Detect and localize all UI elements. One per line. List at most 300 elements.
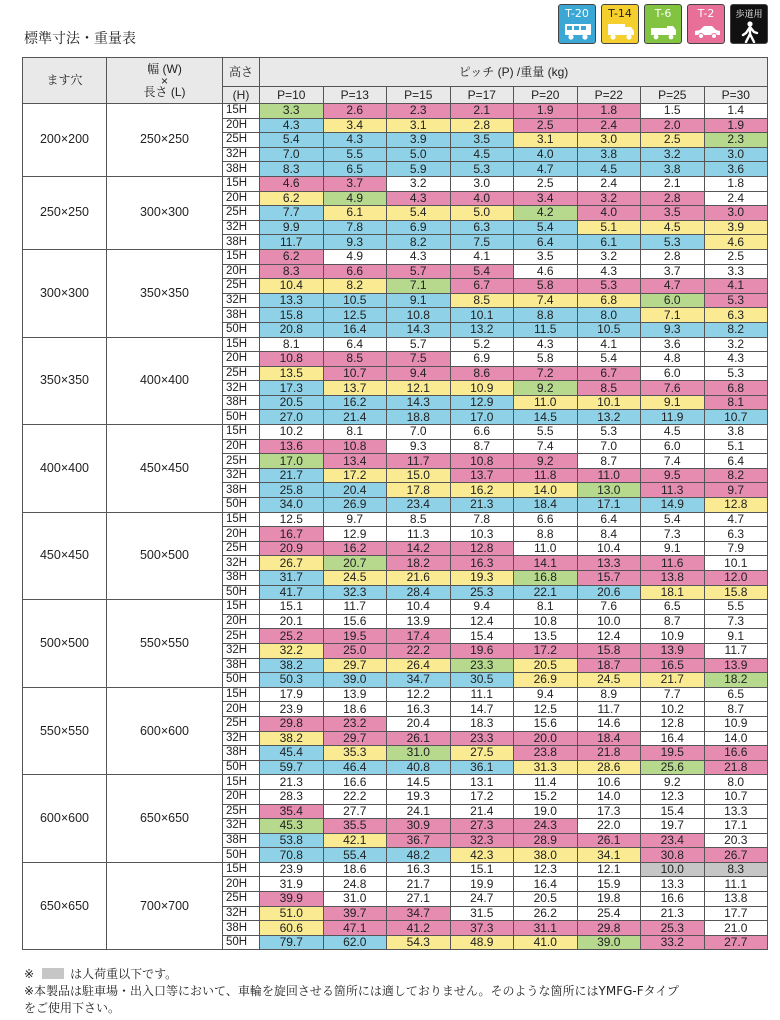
weight-cell: 16.2: [323, 541, 387, 556]
weight-cell: 32.3: [450, 833, 514, 848]
height-cell: 38H: [223, 571, 260, 586]
weight-cell: 3.2: [704, 337, 768, 352]
weight-cell: 23.4: [387, 498, 451, 513]
weight-cell: 20.7: [323, 556, 387, 571]
masu-cell: 550×550: [23, 687, 107, 775]
height-cell: 50H: [223, 410, 260, 425]
weight-cell: 21.8: [704, 760, 768, 775]
weight-cell: 13.3: [260, 293, 324, 308]
weight-cell: 20.9: [260, 541, 324, 556]
height-cell: 15H: [223, 600, 260, 615]
weight-cell: 1.8: [577, 104, 641, 119]
weight-cell: 22.0: [577, 819, 641, 834]
weight-cell: 23.3: [450, 731, 514, 746]
weight-cell: 13.3: [641, 877, 705, 892]
size-cell: 250×250: [107, 104, 223, 177]
weight-cell: 17.2: [514, 643, 578, 658]
header-masu: ます穴: [23, 58, 107, 104]
weight-cell: 7.8: [450, 512, 514, 527]
weight-cell: 3.1: [514, 133, 578, 148]
weight-cell: 5.3: [577, 425, 641, 440]
weight-cell: 20.8: [260, 322, 324, 337]
weight-cell: 34.0: [260, 498, 324, 513]
weight-cell: 20.5: [514, 658, 578, 673]
weight-cell: 6.4: [704, 454, 768, 469]
height-cell: 50H: [223, 760, 260, 775]
weight-cell: 5.4: [641, 512, 705, 527]
weight-cell: 12.1: [577, 862, 641, 877]
weight-cell: 8.3: [260, 162, 324, 177]
weight-cell: 9.4: [514, 687, 578, 702]
weight-cell: 6.6: [323, 264, 387, 279]
weight-cell: 32.3: [323, 585, 387, 600]
weight-cell: 10.7: [704, 410, 768, 425]
size-cell: 500×500: [107, 512, 223, 600]
height-cell: 38H: [223, 833, 260, 848]
weight-cell: 5.5: [323, 147, 387, 162]
weight-cell: 42.3: [450, 848, 514, 863]
weight-cell: 5.4: [387, 206, 451, 221]
weight-cell: 22.2: [387, 643, 451, 658]
weight-cell: 17.1: [577, 498, 641, 513]
weight-cell: 14.5: [514, 410, 578, 425]
weight-cell: 14.3: [387, 322, 451, 337]
weight-cell: 4.3: [323, 133, 387, 148]
weight-cell: 4.5: [577, 162, 641, 177]
weight-cell: 12.5: [260, 512, 324, 527]
weight-cell: 3.8: [704, 425, 768, 440]
weight-cell: 4.6: [704, 235, 768, 250]
weight-cell: 5.4: [260, 133, 324, 148]
weight-cell: 6.4: [323, 337, 387, 352]
weight-cell: 8.3: [260, 264, 324, 279]
header-height: 高さ: [223, 58, 260, 87]
weight-cell: 15.2: [514, 789, 578, 804]
header-pitch-col: P=17: [450, 87, 514, 104]
weight-cell: 4.1: [704, 279, 768, 294]
weight-cell: 3.2: [577, 191, 641, 206]
weight-cell: 13.9: [323, 687, 387, 702]
weight-cell: 32.2: [260, 643, 324, 658]
weight-cell: 19.0: [514, 804, 578, 819]
header-pitch-col: P=22: [577, 87, 641, 104]
height-cell: 20H: [223, 702, 260, 717]
weight-cell: 18.1: [641, 585, 705, 600]
weight-cell: 14.6: [577, 716, 641, 731]
weight-cell: 11.4: [514, 775, 578, 790]
weight-cell: 20.0: [514, 731, 578, 746]
weight-cell: 5.3: [577, 279, 641, 294]
weight-cell: 23.9: [260, 862, 324, 877]
weight-cell: 7.5: [450, 235, 514, 250]
weight-cell: 14.2: [387, 541, 451, 556]
weight-cell: 3.7: [641, 264, 705, 279]
size-cell: 550×550: [107, 600, 223, 688]
weight-cell: 5.2: [450, 337, 514, 352]
weight-cell: 18.6: [323, 702, 387, 717]
weight-cell: 8.1: [514, 600, 578, 615]
weight-cell: 18.4: [514, 498, 578, 513]
weight-cell: 8.5: [450, 293, 514, 308]
table-row: [23, 249, 768, 264]
weight-cell: 17.3: [260, 381, 324, 396]
weight-cell: 21.7: [641, 673, 705, 688]
height-cell: 15H: [223, 104, 260, 119]
height-cell: 25H: [223, 629, 260, 644]
weight-cell: 21.6: [387, 571, 451, 586]
weight-cell: 12.0: [704, 571, 768, 586]
weight-cell: 8.7: [450, 439, 514, 454]
weight-cell: 10.7: [704, 789, 768, 804]
table-row: [23, 862, 768, 877]
weight-cell: 8.2: [387, 235, 451, 250]
weight-cell: 6.9: [387, 220, 451, 235]
weight-cell: 45.3: [260, 819, 324, 834]
weight-cell: 14.1: [514, 556, 578, 571]
weight-cell: 4.0: [577, 206, 641, 221]
weight-cell: 21.3: [260, 775, 324, 790]
height-cell: 38H: [223, 162, 260, 177]
weight-cell: 48.9: [450, 935, 514, 950]
header-width: 幅 (W): [147, 61, 182, 76]
weight-cell: 13.2: [450, 322, 514, 337]
weight-cell: 9.1: [704, 629, 768, 644]
weight-cell: 20.3: [704, 833, 768, 848]
car-icon: [692, 21, 722, 41]
weight-cell: 17.2: [323, 468, 387, 483]
size-cell: 450×450: [107, 425, 223, 513]
weight-cell: 12.3: [514, 862, 578, 877]
weight-cell: 11.6: [641, 556, 705, 571]
weight-cell: 29.8: [577, 921, 641, 936]
height-cell: 38H: [223, 483, 260, 498]
weight-cell: 7.1: [387, 279, 451, 294]
height-cell: 25H: [223, 133, 260, 148]
height-cell: 25H: [223, 892, 260, 907]
weight-cell: 6.7: [450, 279, 514, 294]
weight-cell: 10.5: [577, 322, 641, 337]
height-cell: 20H: [223, 352, 260, 367]
weight-cell: 79.7: [260, 935, 324, 950]
size-cell: 600×600: [107, 687, 223, 775]
weight-cell: 3.3: [704, 264, 768, 279]
weight-cell: 13.7: [323, 381, 387, 396]
table-row: [23, 425, 768, 440]
weight-cell: 24.8: [323, 877, 387, 892]
weight-cell: 6.1: [323, 206, 387, 221]
weight-cell: 12.8: [450, 541, 514, 556]
weight-cell: 30.5: [450, 673, 514, 688]
weight-cell: 1.9: [704, 118, 768, 133]
page-title: 標準寸法・重量表: [24, 31, 136, 47]
weight-cell: 9.7: [323, 512, 387, 527]
weight-cell: 53.8: [260, 833, 324, 848]
weight-cell: 2.4: [577, 118, 641, 133]
weight-cell: 6.0: [641, 439, 705, 454]
weight-cell: 24.3: [514, 819, 578, 834]
weight-cell: 3.0: [704, 147, 768, 162]
weight-cell: 8.5: [387, 512, 451, 527]
weight-cell: 4.5: [641, 425, 705, 440]
weight-cell: 9.1: [641, 395, 705, 410]
height-cell: 20H: [223, 264, 260, 279]
weight-cell: 5.3: [450, 162, 514, 177]
weight-cell: 18.2: [704, 673, 768, 688]
weight-cell: 3.1: [387, 118, 451, 133]
weight-cell: 11.7: [323, 600, 387, 615]
weight-cell: 23.4: [641, 833, 705, 848]
weight-cell: 39.0: [577, 935, 641, 950]
weight-cell: 17.2: [450, 789, 514, 804]
masu-cell: 250×250: [23, 176, 107, 249]
size-cell: 400×400: [107, 337, 223, 425]
weight-cell: 12.9: [450, 395, 514, 410]
weight-cell: 36.1: [450, 760, 514, 775]
weight-cell: 5.3: [704, 293, 768, 308]
weight-cell: 13.5: [514, 629, 578, 644]
weight-cell: 4.7: [704, 512, 768, 527]
weight-cell: 15.0: [387, 468, 451, 483]
weight-cell: 5.4: [450, 264, 514, 279]
weight-cell: 11.1: [450, 687, 514, 702]
weight-cell: 13.7: [450, 468, 514, 483]
weight-cell: 27.7: [323, 804, 387, 819]
weight-cell: 19.5: [323, 629, 387, 644]
weight-cell: 19.6: [450, 643, 514, 658]
weight-cell: 14.3: [387, 395, 451, 410]
weight-cell: 8.1: [323, 425, 387, 440]
weight-cell: 35.3: [323, 746, 387, 761]
weight-cell: 11.7: [260, 235, 324, 250]
weight-cell: 20.5: [260, 395, 324, 410]
weight-cell: 45.4: [260, 746, 324, 761]
weight-cell: 18.4: [577, 731, 641, 746]
weight-cell: 16.7: [260, 527, 324, 542]
weight-cell: 18.3: [450, 716, 514, 731]
height-cell: 32H: [223, 293, 260, 308]
weight-cell: 10.6: [577, 775, 641, 790]
weight-cell: 17.0: [450, 410, 514, 425]
weight-cell: 19.3: [450, 571, 514, 586]
weight-cell: 4.1: [450, 249, 514, 264]
weight-cell: 3.2: [387, 176, 451, 191]
weight-cell: 7.3: [641, 527, 705, 542]
weight-cell: 4.8: [641, 352, 705, 367]
weight-cell: 20.1: [260, 614, 324, 629]
weight-cell: 10.4: [577, 541, 641, 556]
weight-cell: 21.3: [641, 906, 705, 921]
table-row: [23, 775, 768, 790]
height-cell: 15H: [223, 176, 260, 191]
weight-cell: 19.8: [577, 892, 641, 907]
weight-cell: 4.3: [704, 352, 768, 367]
badge-t14: [601, 4, 639, 44]
weight-cell: 2.4: [577, 176, 641, 191]
weight-cell: 8.2: [323, 279, 387, 294]
weight-cell: 31.1: [514, 921, 578, 936]
weight-cell: 30.8: [641, 848, 705, 863]
weight-cell: 5.8: [514, 352, 578, 367]
weight-cell: 4.3: [514, 337, 578, 352]
weight-cell: 7.3: [704, 614, 768, 629]
height-cell: 38H: [223, 395, 260, 410]
weight-cell: 16.3: [387, 862, 451, 877]
weight-cell: 15.8: [704, 585, 768, 600]
weight-cell: 35.4: [260, 804, 324, 819]
weight-cell: 34.7: [387, 906, 451, 921]
weight-cell: 18.6: [323, 862, 387, 877]
weight-cell: 51.0: [260, 906, 324, 921]
weight-cell: 12.9: [323, 527, 387, 542]
weight-cell: 3.9: [704, 220, 768, 235]
weight-cell: 31.0: [387, 746, 451, 761]
weight-cell: 13.9: [704, 658, 768, 673]
weight-cell: 3.2: [577, 249, 641, 264]
weight-cell: 26.4: [387, 658, 451, 673]
weight-cell: 5.7: [387, 337, 451, 352]
weight-cell: 28.6: [577, 760, 641, 775]
weight-cell: 7.1: [641, 308, 705, 323]
table-body: [23, 104, 768, 950]
weight-cell: 8.3: [704, 862, 768, 877]
height-cell: 25H: [223, 279, 260, 294]
weight-cell: 23.8: [514, 746, 578, 761]
weight-cell: 6.8: [577, 293, 641, 308]
weight-cell: 6.2: [260, 191, 324, 206]
weight-cell: 6.1: [577, 235, 641, 250]
weight-cell: 5.1: [577, 220, 641, 235]
weight-cell: 9.3: [641, 322, 705, 337]
height-cell: 38H: [223, 921, 260, 936]
weight-cell: 7.4: [514, 293, 578, 308]
weight-cell: 10.8: [514, 614, 578, 629]
height-cell: 15H: [223, 687, 260, 702]
weight-cell: 2.6: [323, 104, 387, 119]
weight-cell: 2.0: [641, 118, 705, 133]
size-cell: 700×700: [107, 862, 223, 950]
header-pitch-col: P=10: [260, 87, 324, 104]
weight-cell: 14.9: [641, 498, 705, 513]
masu-cell: 300×300: [23, 249, 107, 337]
weight-cell: 4.3: [577, 264, 641, 279]
weight-cell: 42.1: [323, 833, 387, 848]
weight-cell: 14.5: [387, 775, 451, 790]
weight-cell: 17.4: [387, 629, 451, 644]
weight-cell: 12.2: [387, 687, 451, 702]
header-pitch-col: P=15: [387, 87, 451, 104]
weight-cell: 12.5: [323, 308, 387, 323]
weight-cell: 27.3: [450, 819, 514, 834]
size-cell: 350×350: [107, 249, 223, 337]
weight-cell: 13.4: [323, 454, 387, 469]
weight-cell: 18.7: [577, 658, 641, 673]
weight-cell: 29.8: [260, 716, 324, 731]
weight-cell: 39.7: [323, 906, 387, 921]
weight-cell: 29.7: [323, 731, 387, 746]
weight-cell: 2.4: [704, 191, 768, 206]
weight-cell: 11.7: [704, 643, 768, 658]
weight-cell: 21.0: [704, 921, 768, 936]
weight-cell: 25.4: [577, 906, 641, 921]
weight-cell: 2.3: [387, 104, 451, 119]
weight-cell: 13.6: [260, 439, 324, 454]
height-cell: 15H: [223, 512, 260, 527]
weight-cell: 3.0: [577, 133, 641, 148]
masu-cell: 400×400: [23, 425, 107, 513]
weight-cell: 15.8: [577, 643, 641, 658]
weight-cell: 6.5: [323, 162, 387, 177]
height-cell: 50H: [223, 935, 260, 950]
weight-cell: 41.0: [514, 935, 578, 950]
weight-cell: 18.2: [387, 556, 451, 571]
weight-cell: 7.9: [704, 541, 768, 556]
weight-cell: 9.3: [323, 235, 387, 250]
weight-cell: 25.8: [260, 483, 324, 498]
weight-cell: 15.6: [514, 716, 578, 731]
weight-cell: 9.5: [641, 468, 705, 483]
weight-cell: 7.7: [260, 206, 324, 221]
weight-cell: 20.4: [323, 483, 387, 498]
weight-cell: 27.5: [450, 746, 514, 761]
weight-cell: 3.5: [641, 206, 705, 221]
weight-cell: 55.4: [323, 848, 387, 863]
weight-cell: 26.7: [704, 848, 768, 863]
weight-cell: 10.0: [577, 614, 641, 629]
weight-cell: 23.9: [260, 702, 324, 717]
weight-cell: 34.7: [387, 673, 451, 688]
weight-cell: 22.1: [514, 585, 578, 600]
weight-cell: 7.0: [387, 425, 451, 440]
weight-cell: 6.5: [704, 687, 768, 702]
height-cell: 50H: [223, 498, 260, 513]
height-cell: 20H: [223, 439, 260, 454]
badge-label: 歩道用: [735, 10, 763, 20]
weight-cell: 6.3: [704, 308, 768, 323]
weight-cell: 3.8: [641, 162, 705, 177]
weight-cell: 19.7: [641, 819, 705, 834]
weight-cell: 8.5: [577, 381, 641, 396]
weight-cell: 7.8: [323, 220, 387, 235]
weight-cell: 7.0: [260, 147, 324, 162]
weight-cell: 10.7: [323, 366, 387, 381]
weight-cell: 1.4: [704, 104, 768, 119]
weight-cell: 4.9: [323, 191, 387, 206]
badge-t2: [687, 4, 725, 44]
weight-cell: 18.8: [387, 410, 451, 425]
weight-cell: 2.3: [704, 133, 768, 148]
height-cell: 25H: [223, 206, 260, 221]
weight-cell: 15.4: [641, 804, 705, 819]
weight-cell: 25.3: [641, 921, 705, 936]
weight-cell: 10.3: [450, 527, 514, 542]
weight-cell: 14.0: [577, 789, 641, 804]
weight-cell: 27.1: [387, 892, 451, 907]
weight-cell: 15.7: [577, 571, 641, 586]
weight-cell: 21.7: [260, 468, 324, 483]
masu-cell: 650×650: [23, 862, 107, 950]
weight-cell: 5.4: [514, 220, 578, 235]
weight-cell: 4.7: [641, 279, 705, 294]
weight-cell: 7.6: [641, 381, 705, 396]
height-cell: 32H: [223, 819, 260, 834]
weight-cell: 31.9: [260, 877, 324, 892]
badge-label: T-6: [654, 7, 672, 20]
weight-cell: 50.3: [260, 673, 324, 688]
weight-cell: 1.8: [704, 176, 768, 191]
weight-cell: 23.3: [450, 658, 514, 673]
weight-cell: 17.7: [704, 906, 768, 921]
weight-cell: 16.8: [514, 571, 578, 586]
